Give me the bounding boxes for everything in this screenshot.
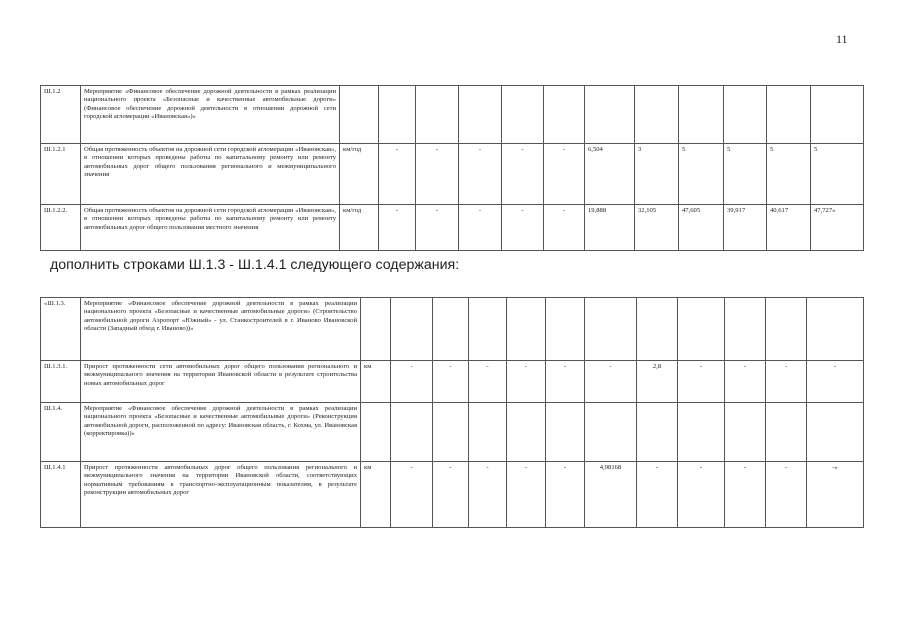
- value-cell: -: [725, 462, 766, 528]
- value-cell: -: [433, 361, 469, 403]
- value-cell: 39,917: [724, 205, 767, 251]
- row-code: Ш.1.3.1.: [41, 361, 81, 403]
- value-cell: -: [725, 361, 766, 403]
- page-number: 11: [836, 32, 848, 46]
- value-cell: -: [502, 205, 544, 251]
- value-cell: [807, 403, 864, 462]
- value-cell: 47,605: [679, 205, 724, 251]
- section-heading: дополнить строками Ш.1.3 - Ш.1.4.1 следующего содержания:: [50, 257, 460, 273]
- value-cell: -: [469, 361, 507, 403]
- value-cell: [502, 86, 544, 144]
- value-cell: -: [416, 144, 459, 205]
- value-cell: [811, 86, 864, 144]
- value-cell: [469, 298, 507, 361]
- row-unit: [361, 403, 391, 462]
- value-cell: [379, 86, 416, 144]
- indicator-table-1: [40, 85, 864, 251]
- row-unit: км: [361, 361, 391, 403]
- value-cell: [635, 86, 679, 144]
- value-cell: [637, 403, 678, 462]
- value-cell: -: [546, 462, 585, 528]
- row-unit: [361, 298, 391, 361]
- value-cell: 5: [679, 144, 724, 205]
- value-cell: -»: [807, 462, 864, 528]
- value-cell: 3: [635, 144, 679, 205]
- value-cell: [416, 86, 459, 144]
- value-cell: 40,617: [767, 205, 811, 251]
- value-cell: -: [507, 361, 546, 403]
- table-row: [41, 403, 864, 462]
- value-cell: 5: [811, 144, 864, 205]
- row-description: Мероприятие «Финансовое обеспечение дорожной деятельности в рамках реализации национального проекта «Безопасные и качественные автомобильные дороги» (Реконструкция автомобильной дороги, расположенной по адресу: Ивановская область, г. Кохма, ул. Ивановская (корректировка))»: [81, 403, 361, 462]
- row-description: Мероприятие «Финансовое обеспечение дорожной деятельности в рамках реализации национального проекта «Безопасные и качественные автомобильные дороги» (Строительство автомобильной дороги Аэропорт «Южный» - ул. Станкостроителей в г. Иваново Ивановской области (Западный обход г. Иваново))»: [81, 298, 361, 361]
- value-cell: -: [678, 462, 725, 528]
- value-cell: 5: [767, 144, 811, 205]
- row-code: Ш.1.4.1: [41, 462, 81, 528]
- row-code: Ш.1.2.2.: [41, 205, 81, 251]
- value-cell: [433, 403, 469, 462]
- value-cell: -: [416, 205, 459, 251]
- row-code: Ш.1.4.: [41, 403, 81, 462]
- row-description: Общая протяженность объектов на дорожной сети городской агломерации «Ивановская», в отношении которых проведены работы по капитальному ремонту или ремонту автомобильных дорог общего пользования регионального и межмуниципального значения: [81, 144, 340, 205]
- value-cell: -: [469, 462, 507, 528]
- value-cell: [679, 86, 724, 144]
- table-row: [41, 205, 864, 251]
- row-description: Общая протяженность объектов на дорожной сети городской агломерации «Ивановская», в отношении которых проведены работы по капитальному ремонту или ремонту автомобильных дорог общего пользования местного значения: [81, 205, 340, 251]
- table-row: [41, 144, 864, 205]
- value-cell: -: [585, 361, 637, 403]
- value-cell: -: [544, 205, 585, 251]
- value-cell: [678, 403, 725, 462]
- row-code: «Ш.1.3.: [41, 298, 81, 361]
- table-row: [41, 361, 864, 403]
- value-cell: [678, 298, 725, 361]
- value-cell: [585, 86, 635, 144]
- table-row: [41, 298, 864, 361]
- value-cell: [637, 298, 678, 361]
- row-unit: км/год: [340, 205, 379, 251]
- value-cell: -: [391, 361, 433, 403]
- table-row: [41, 86, 864, 144]
- value-cell: [459, 86, 502, 144]
- value-cell: -: [766, 361, 807, 403]
- value-cell: -: [546, 361, 585, 403]
- value-cell: [433, 298, 469, 361]
- value-cell: [725, 403, 766, 462]
- value-cell: 19,888: [585, 205, 635, 251]
- value-cell: -: [637, 462, 678, 528]
- value-cell: -: [766, 462, 807, 528]
- value-cell: [585, 298, 637, 361]
- value-cell: [507, 298, 546, 361]
- value-cell: 32,105: [635, 205, 679, 251]
- row-code: Ш.1.2.1: [41, 144, 81, 205]
- value-cell: -: [379, 205, 416, 251]
- row-description: Прирост протяженности сети автомобильных дорог общего пользования регионального и межмуниципального значения на территории Ивановской области в результате строительства новых автомобильных дорог: [81, 361, 361, 403]
- indicator-table-2: [40, 297, 864, 528]
- row-description: Прирост протяженности автомобильных дорог общего пользования регионального и межмуниципального значения на территории Ивановской области, соответствующих нормативным требованиям к транспортно-эксплуатационным показателям, в результате реконструкции автомобильных дорог: [81, 462, 361, 528]
- value-cell: -: [379, 144, 416, 205]
- value-cell: [544, 86, 585, 144]
- value-cell: [725, 298, 766, 361]
- value-cell: [767, 86, 811, 144]
- value-cell: [546, 403, 585, 462]
- value-cell: [724, 86, 767, 144]
- value-cell: -: [433, 462, 469, 528]
- value-cell: -: [507, 462, 546, 528]
- value-cell: [391, 403, 433, 462]
- row-unit: км: [361, 462, 391, 528]
- value-cell: [585, 403, 637, 462]
- value-cell: -: [678, 361, 725, 403]
- value-cell: [766, 298, 807, 361]
- value-cell: 6,504: [585, 144, 635, 205]
- value-cell: [469, 403, 507, 462]
- value-cell: 4,98168: [585, 462, 637, 528]
- row-unit: [340, 86, 379, 144]
- value-cell: -: [391, 462, 433, 528]
- row-description: Мероприятие «Финансовое обеспечение дорожной деятельности в рамках реализации национального проекта «Безопасные и качественные автомобильные дороги» (Финансовое обеспечение дорожной деятельности в отношении дорожной сети городской агломерации «Ивановская»)»: [81, 86, 340, 144]
- value-cell: -: [807, 361, 864, 403]
- table-row: [41, 462, 864, 528]
- value-cell: -: [502, 144, 544, 205]
- value-cell: [807, 298, 864, 361]
- value-cell: [766, 403, 807, 462]
- value-cell: [507, 403, 546, 462]
- value-cell: 2,8: [637, 361, 678, 403]
- value-cell: 47,727»: [811, 205, 864, 251]
- value-cell: -: [459, 205, 502, 251]
- value-cell: [391, 298, 433, 361]
- value-cell: [546, 298, 585, 361]
- row-code: Ш.1.2: [41, 86, 81, 144]
- row-unit: км/год: [340, 144, 379, 205]
- value-cell: -: [459, 144, 502, 205]
- value-cell: -: [544, 144, 585, 205]
- value-cell: 5: [724, 144, 767, 205]
